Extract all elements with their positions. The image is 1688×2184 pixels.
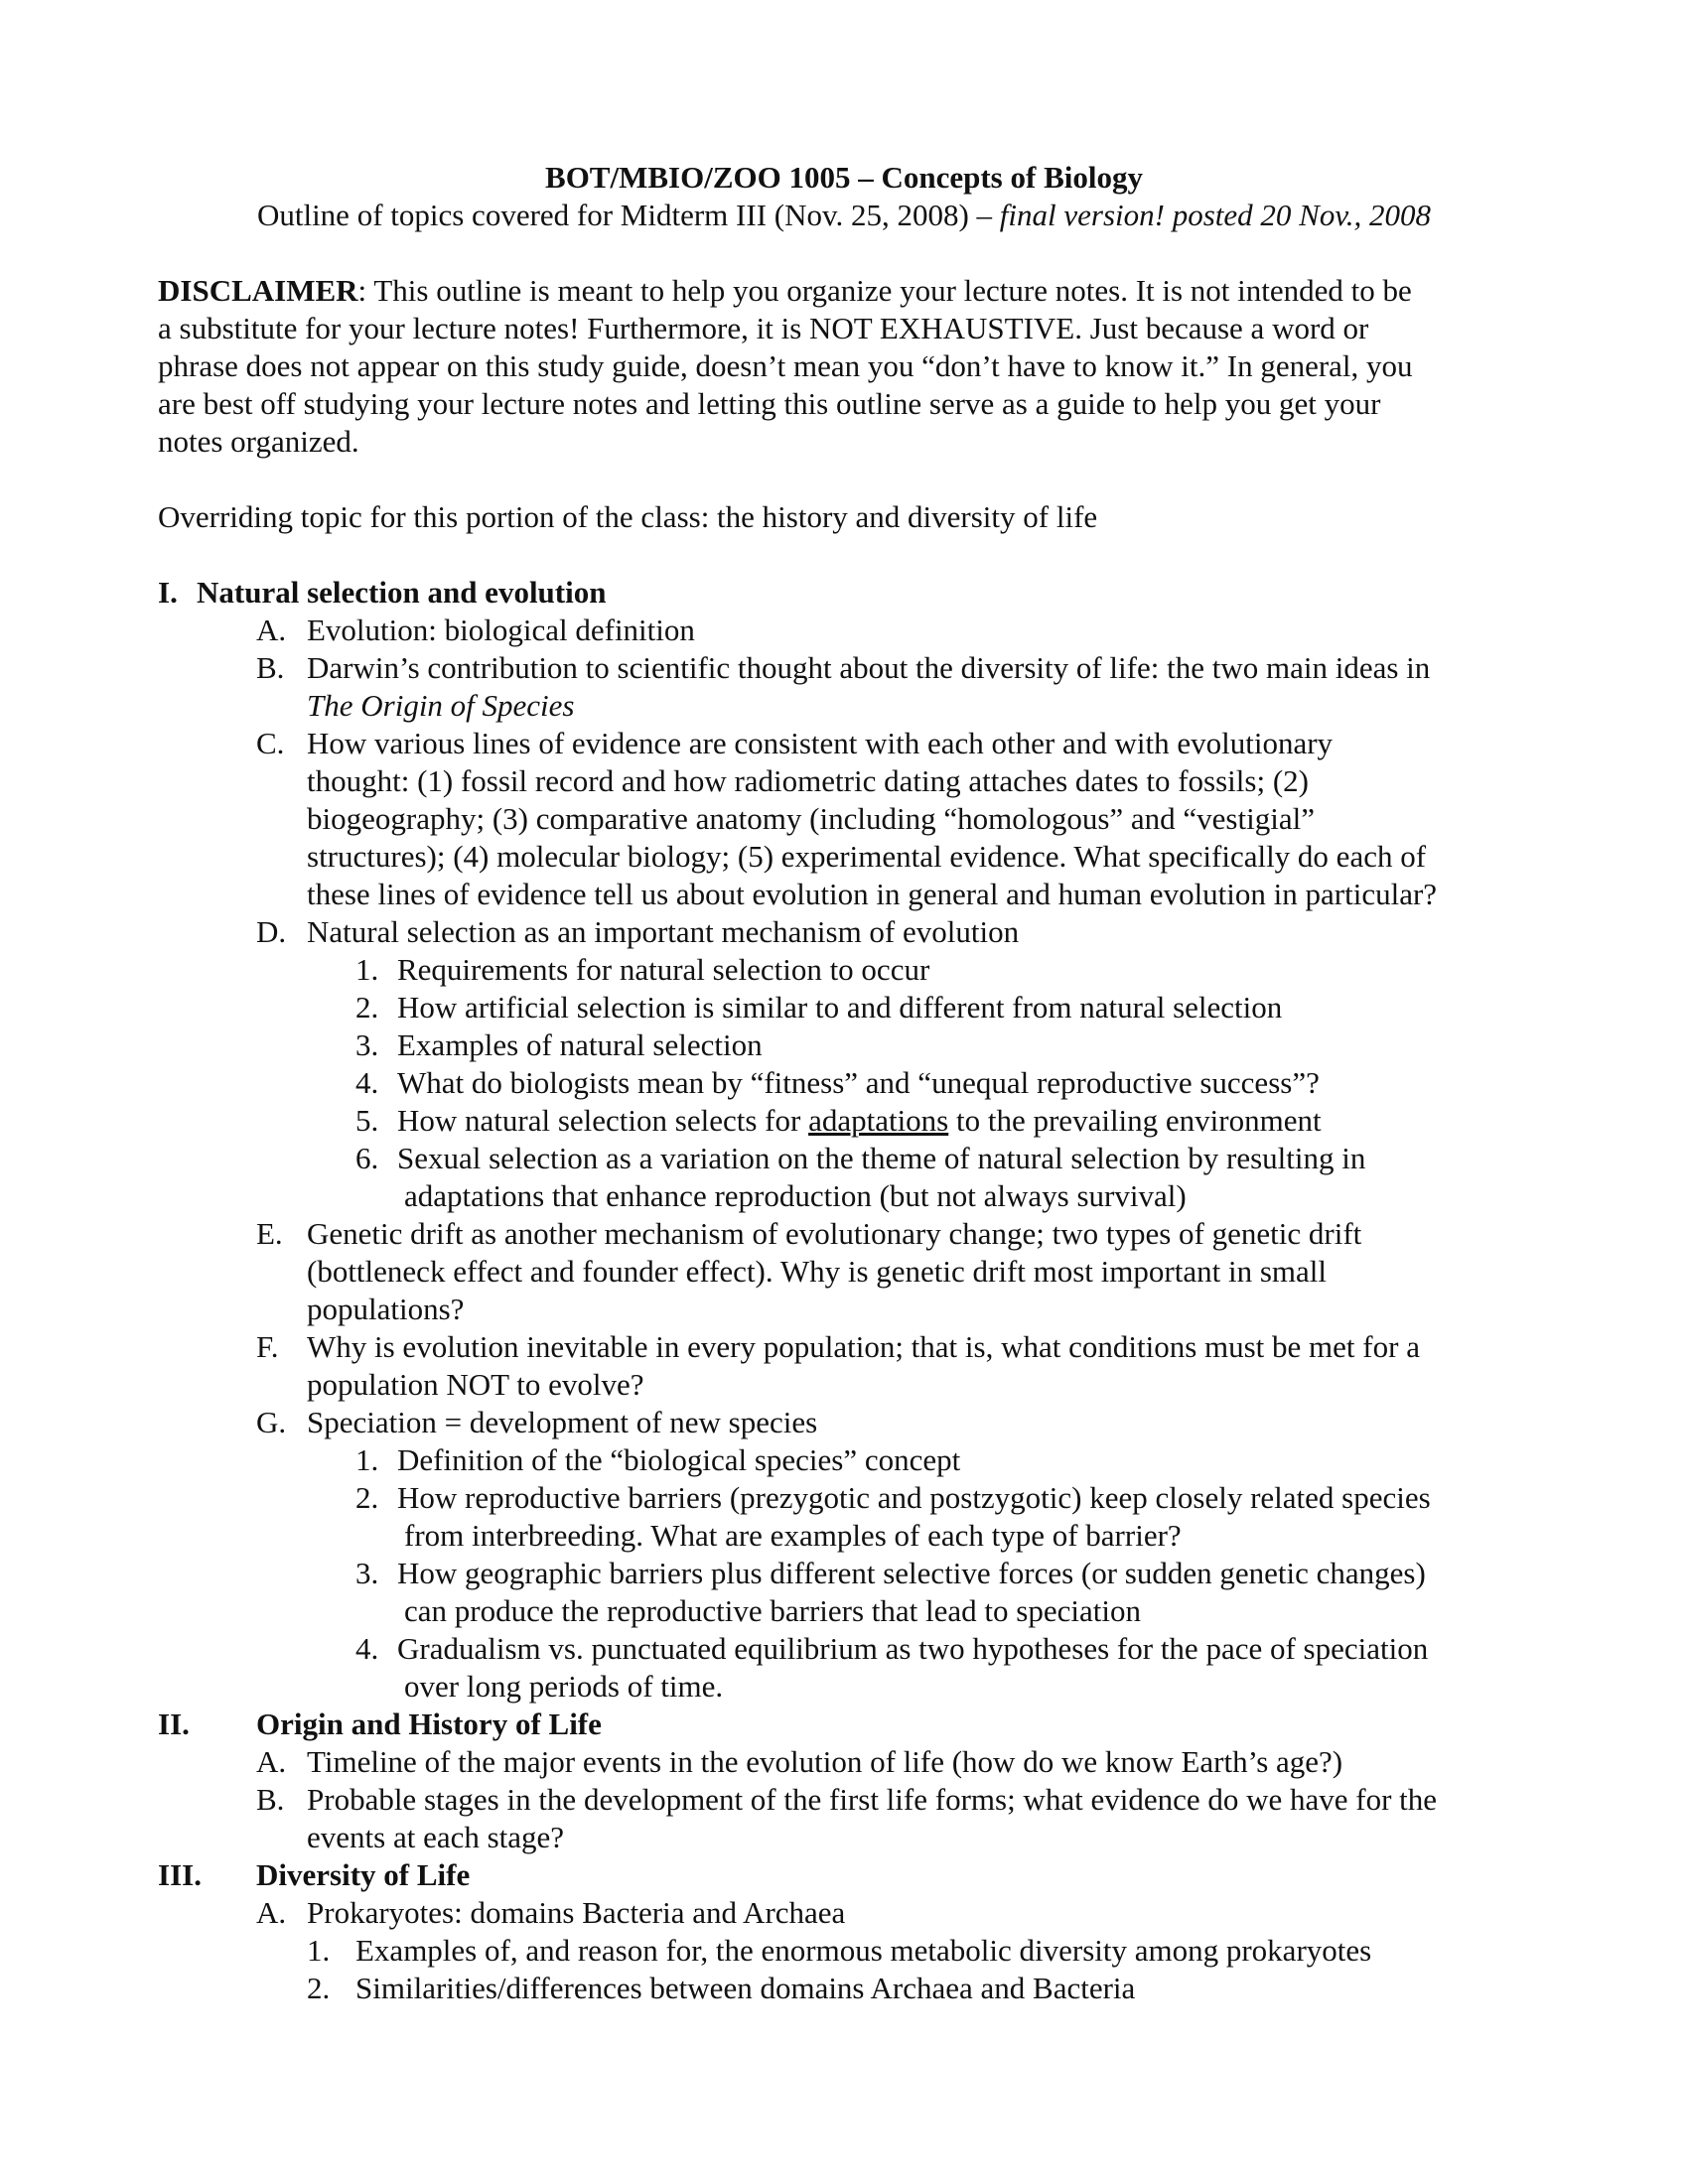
item-iii-a-marker: A. bbox=[256, 1895, 287, 1930]
item-ii-b-line: events at each stage? bbox=[307, 1820, 565, 1854]
item-ii-a-text: Timeline of the major events in the evolution of life (how do we know Earth’s age?) bbox=[307, 1744, 1343, 1779]
item-i-g-text: Speciation = development of new species bbox=[307, 1405, 818, 1439]
underlined-term: adaptations bbox=[808, 1103, 949, 1138]
subitem-text: How natural selection selects for adaptations to the prevailing environment bbox=[397, 1103, 1322, 1138]
subitem-text: What do biologists mean by “fitness” and “unequal reproductive success”? bbox=[397, 1065, 1320, 1100]
item-i-c-line: How various lines of evidence are consistent with each other and with evolutionary bbox=[307, 726, 1334, 760]
item-ii-a-marker: A. bbox=[256, 1744, 287, 1779]
document-subtitle bbox=[0, 197, 1688, 234]
subitem-text: over long periods of time. bbox=[404, 1669, 724, 1704]
subitem-text: How geographic barriers plus different selective forces (or sudden genetic changes) bbox=[397, 1556, 1426, 1590]
overriding-topic: Overriding topic for this portion of the class: the history and diversity of life bbox=[158, 499, 1098, 534]
subitem-marker: 3. bbox=[355, 1556, 379, 1590]
item-i-e-line: (bottleneck effect and founder effect). Why is genetic drift most important in small bbox=[307, 1254, 1327, 1289]
subitem-text: Sexual selection as a variation on the theme of natural selection by resulting in bbox=[397, 1141, 1366, 1175]
subitem-text: adaptations that enhance reproduction (but not always survival) bbox=[404, 1178, 1187, 1213]
subitem-text: Requirements for natural selection to occur bbox=[397, 952, 930, 987]
item-i-f-marker: F. bbox=[256, 1329, 279, 1364]
disclaimer-label: DISCLAIMER bbox=[158, 273, 358, 308]
subitem-text: from interbreeding. What are examples of each type of barrier? bbox=[404, 1518, 1182, 1553]
item-i-f-line: population NOT to evolve? bbox=[307, 1367, 644, 1402]
subitem-text: How reproductive barriers (prezygotic and postzygotic) keep closely related species bbox=[397, 1480, 1431, 1515]
disclaimer-line-4: are best off studying your lecture notes and letting this outline serve as a guide to help you get your bbox=[158, 386, 1381, 421]
book-title: The Origin of Species bbox=[307, 688, 575, 723]
item-i-e-marker: E. bbox=[256, 1216, 283, 1251]
subitem-marker: 1. bbox=[355, 1442, 379, 1477]
disclaimer-line-2: a substitute for your lecture notes! Furthermore, it is NOT EXHAUSTIVE. Just because a word or bbox=[158, 311, 1369, 345]
disclaimer-line-5: notes organized. bbox=[158, 424, 359, 459]
subitem-marker: 2. bbox=[355, 990, 379, 1024]
subitem-marker: 5. bbox=[355, 1103, 379, 1138]
item-i-a-marker: A. bbox=[256, 613, 287, 647]
item-i-g-marker: G. bbox=[256, 1405, 287, 1439]
section-iii-heading: Diversity of Life bbox=[256, 1857, 471, 1892]
item-i-e-line: Genetic drift as another mechanism of evolutionary change; two types of genetic drift bbox=[307, 1216, 1362, 1251]
item-ii-b-marker: B. bbox=[256, 1782, 285, 1817]
subitem-marker: 2. bbox=[307, 1971, 331, 2005]
subitem-text: Definition of the “biological species” concept bbox=[397, 1442, 961, 1477]
subitem-marker: 3. bbox=[355, 1027, 379, 1062]
disclaimer-line-1: DISCLAIMER: This outline is meant to help you organize your lecture notes. It is not intended to be bbox=[158, 273, 1412, 308]
item-i-a-text: Evolution: biological definition bbox=[307, 613, 695, 647]
section-i-number: I. bbox=[158, 575, 178, 610]
item-i-c-marker: C. bbox=[256, 726, 285, 760]
item-i-f-line: Why is evolution inevitable in every population; that is, what conditions must be met for a bbox=[307, 1329, 1420, 1364]
item-i-c-line: biogeography; (3) comparative anatomy (including “homologous” and “vestigial” bbox=[307, 801, 1315, 836]
section-iii-number: III. bbox=[158, 1857, 202, 1892]
subitem-text: can produce the reproductive barriers that lead to speciation bbox=[404, 1593, 1141, 1628]
item-i-b-line: Darwin’s contribution to scientific thought about the diversity of life: the two main ideas in bbox=[307, 650, 1431, 685]
subitem-marker: 2. bbox=[355, 1480, 379, 1515]
document-title: BOT/MBIO/ZOO 1005 – Concepts of Biology bbox=[545, 160, 1143, 195]
subtitle-main: Outline of topics covered for Midterm III (Nov. 25, 2008) – bbox=[256, 198, 993, 232]
subitem-marker: 4. bbox=[355, 1631, 379, 1666]
subitem-text: Examples of natural selection bbox=[397, 1027, 763, 1062]
subitem-text: Gradualism vs. punctuated equilibrium as two hypotheses for the pace of speciation bbox=[397, 1631, 1429, 1666]
subitem-text: How artificial selection is similar to and different from natural selection bbox=[397, 990, 1283, 1024]
disclaimer-line-3: phrase does not appear on this study guide, doesn’t mean you “don’t have to know it.” In general, you bbox=[158, 348, 1413, 383]
subitem-text: Similarities/differences between domains Archaea and Bacteria bbox=[355, 1971, 1136, 2005]
section-ii-number: II. bbox=[158, 1706, 190, 1741]
subitem-text: Examples of, and reason for, the enormous metabolic diversity among prokaryotes bbox=[355, 1933, 1372, 1968]
item-i-c-line: these lines of evidence tell us about evolution in general and human evolution in particular? bbox=[307, 877, 1438, 911]
item-i-b-marker: B. bbox=[256, 650, 285, 685]
subitem-marker: 1. bbox=[355, 952, 379, 987]
item-i-e-line: populations? bbox=[307, 1292, 465, 1326]
subtitle-italic: final version! posted 20 Nov., 2008 bbox=[992, 198, 1432, 232]
item-i-d-marker: D. bbox=[256, 914, 287, 949]
section-i-heading: Natural selection and evolution bbox=[197, 575, 607, 610]
section-ii-heading: Origin and History of Life bbox=[256, 1706, 602, 1741]
item-i-d-text: Natural selection as an important mechanism of evolution bbox=[307, 914, 1020, 949]
subitem-marker: 4. bbox=[355, 1065, 379, 1100]
subitem-marker: 1. bbox=[307, 1933, 331, 1968]
subitem-marker: 6. bbox=[355, 1141, 379, 1175]
item-i-c-line: structures); (4) molecular biology; (5) experimental evidence. What specifically do each of bbox=[307, 839, 1427, 874]
item-iii-a-text: Prokaryotes: domains Bacteria and Archaea bbox=[307, 1895, 846, 1930]
item-i-c-line: thought: (1) fossil record and how radiometric dating attaches dates to fossils; (2) bbox=[307, 763, 1309, 798]
item-ii-b-line: Probable stages in the development of the first life forms; what evidence do we have for the bbox=[307, 1782, 1438, 1817]
